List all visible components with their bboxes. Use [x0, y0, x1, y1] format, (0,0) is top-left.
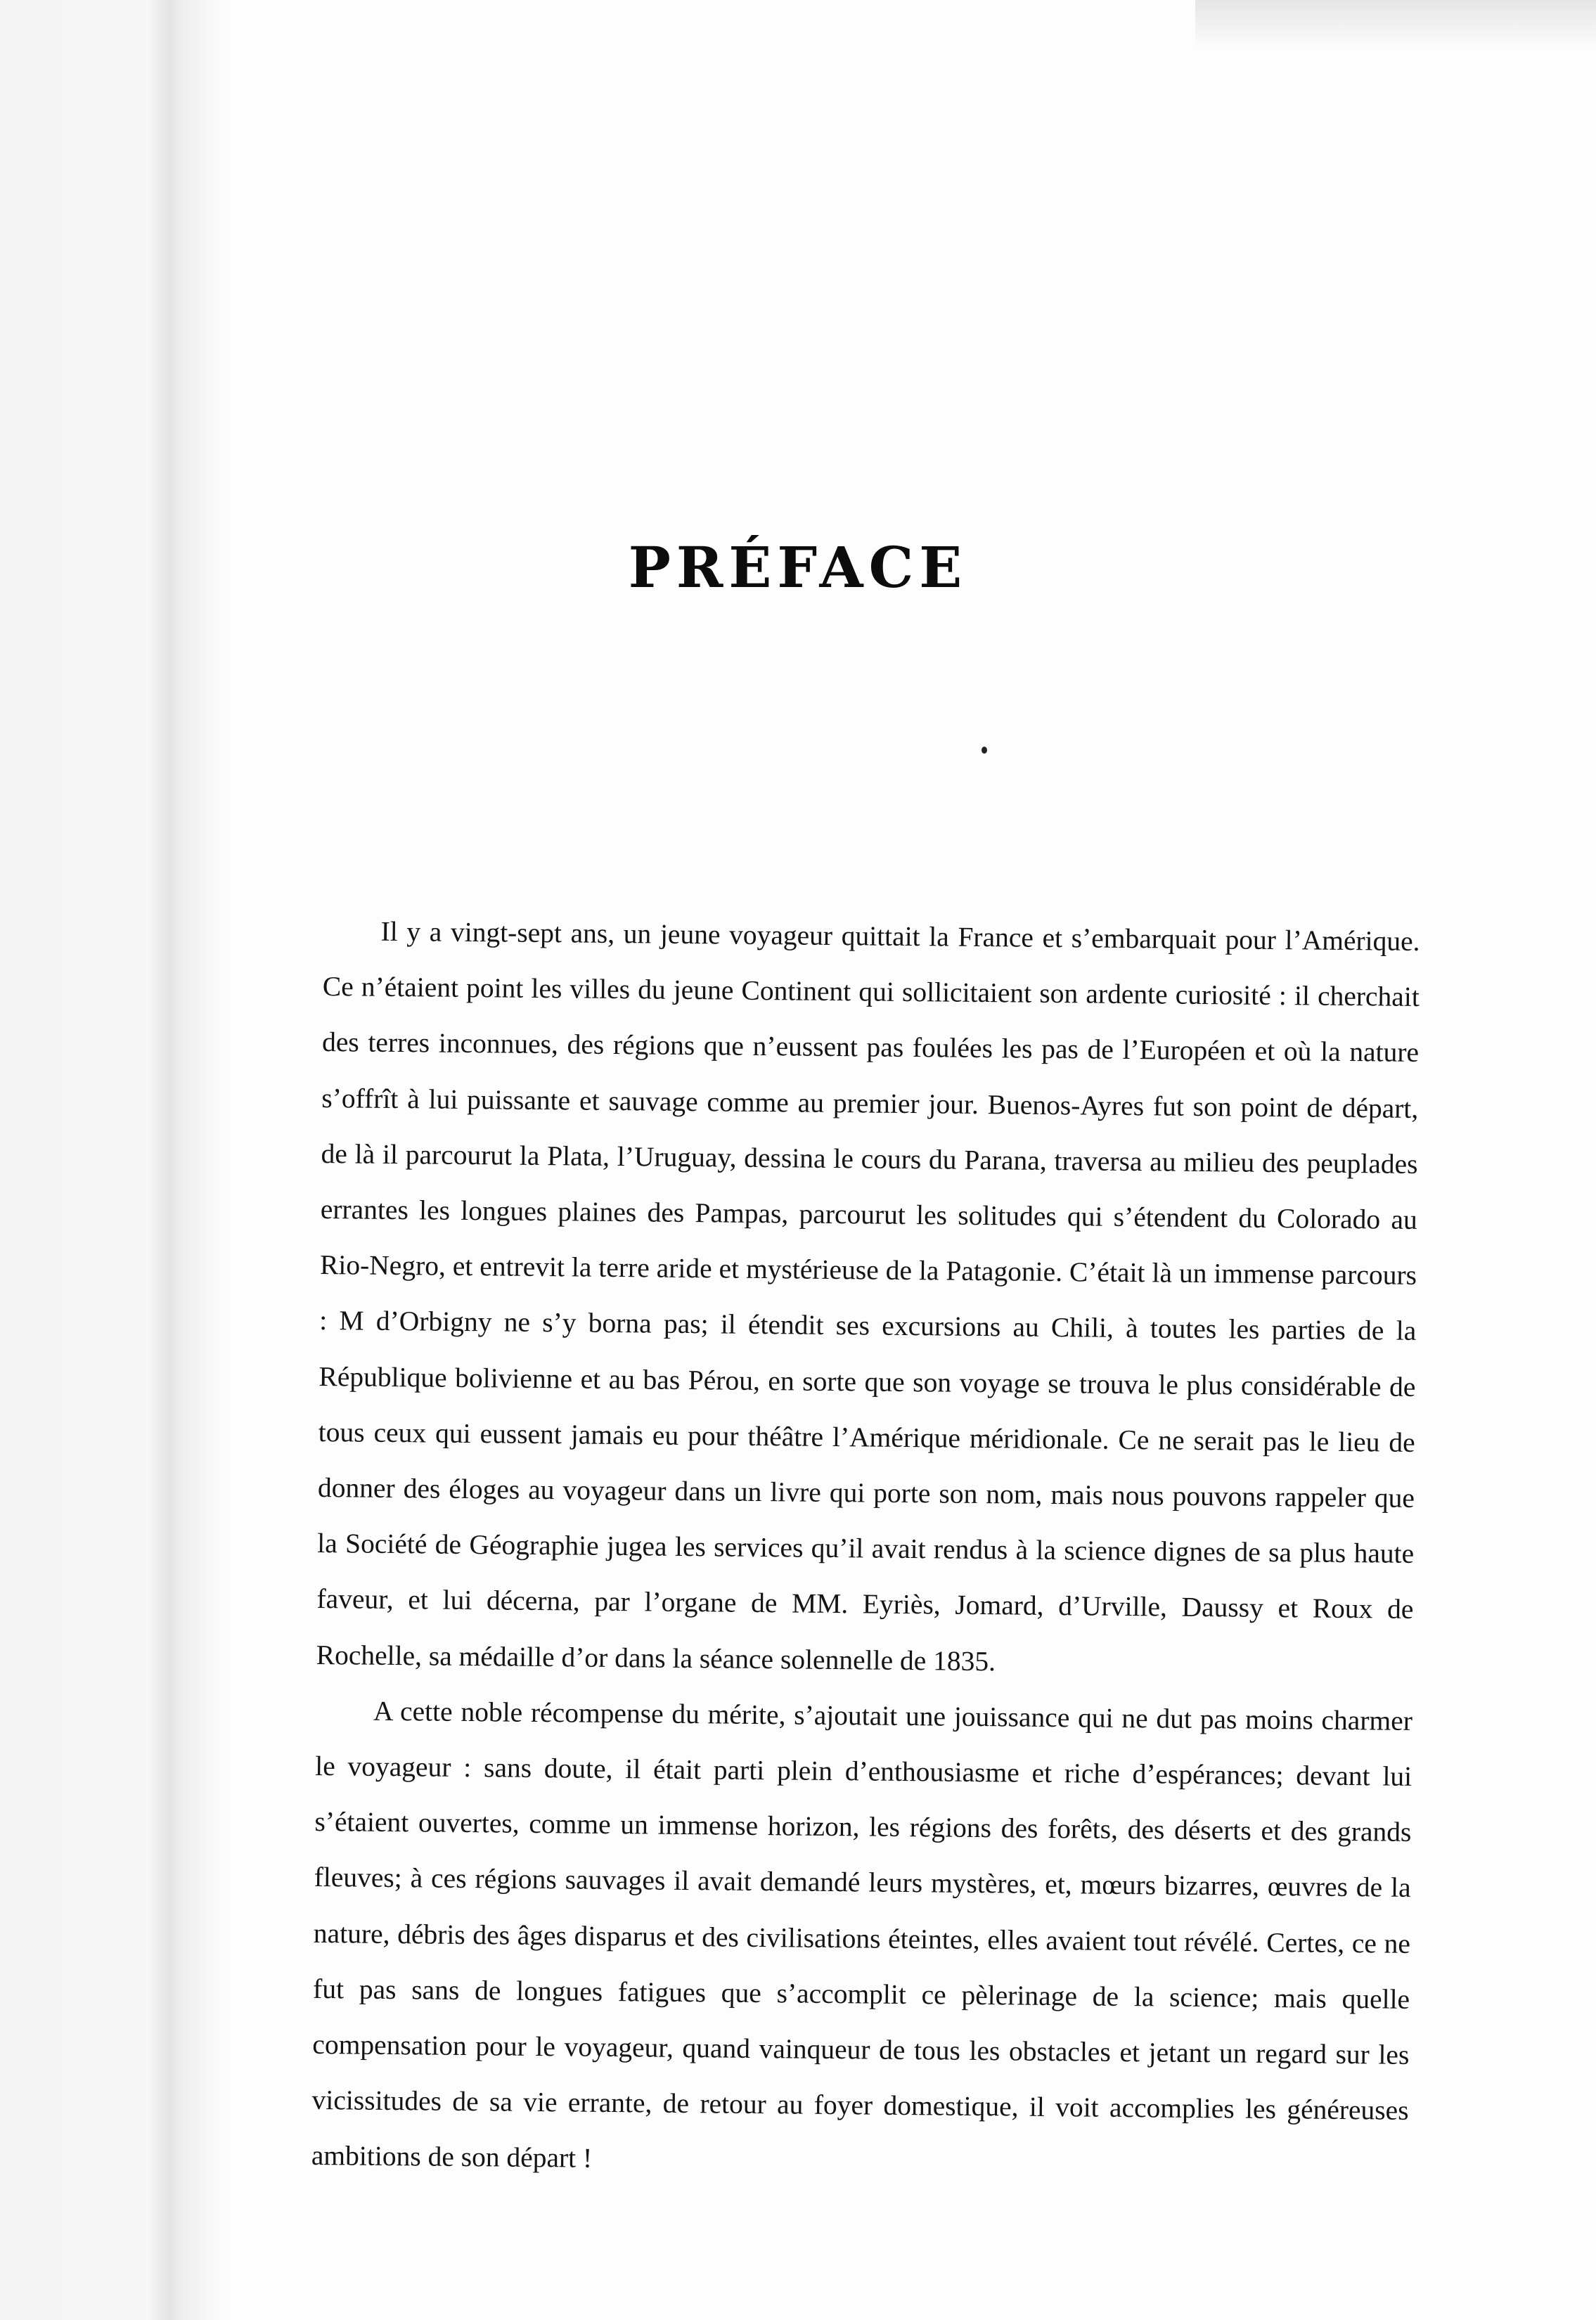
preface-body [311, 903, 1420, 2195]
ornament-dot [982, 747, 987, 754]
paragraph: Il y a vingt-sept ans, un jeune voyageur quittait la France et s’embarquait pour l’Amérique. Ce n’étaient point les villes du jeune Continent qui sollicitaient son ardente curiosité : il cherchait des terres inconnues, des régions que n’eussent pas foulées les pas de l’Européen et où la nature s’offrît à lui puissante et sauvage comme au premier jour. Buenos-Ayres fut son point de départ, de là il parcourut la Plata, l’Uruguay, dessina le cours du Parana, traversa au milieu des peuplades errantes les longues plaines des Pampas, parcourut les solitudes qui s’étendent du Colorado au Rio-Negro, et entrevit la terre aride et mystérieuse de la Patagonie. C’était là un immense parcours : M d’Orbigny ne s’y borna pas; il étendit ses excursions au Chili, à toutes les parties de la République bolivienne et au bas Pérou, en sorte que son voyage se trouva le plus considérable de tous ceux qui eussent jamais eu pour théâtre l’Amérique méridionale. Ce ne serait pas le lieu de donner des éloges au voyageur dans un livre qui porte son nom, mais nous pouvons rappeler que la Société de Géographie jugea les services qu’il avait rendus à la science dignes de sa plus haute faveur, et lui décerna, par l’organe de MM. Eyriès, Jomard, d’Urville, Daussy et Roux de Rochelle, sa médaille d’or dans la séance solennelle de 1835. [316, 915, 1420, 1677]
paragraph: A cette noble récompense du mérite, s’ajoutait une jouissance qui ne dut pas moins charmer le voyageur : sans doute, il était parti plein d’enthousiasme et riche d’espérances; devant lui s’étaient ouvertes, comme un immense horizon, les régions des forêts, des déserts et des grands fleuves; à ces régions sauvages il avait demandé leurs mystères, et, mœurs bizarres, œuvres de la nature, débris des âges disparus et des civilisations éteintes, elles avaient tout révélé. Certes, ce ne fut pas sans de longues fatigues que s’accomplit ce pèlerinage de la science; mais quelle compensation pour le voyageur, quand vainqueur de tous les obstacles et jetant un regard sur les vicissitudes de sa vie errante, de retour au foyer domestique, il voit accomplies les généreuses ambitions de son départ ! [311, 1695, 1413, 2174]
page-title: PRÉFACE [628, 534, 968, 600]
page-gutter-shadow [0, 0, 232, 2320]
page-top-shadow [1195, 0, 1596, 49]
